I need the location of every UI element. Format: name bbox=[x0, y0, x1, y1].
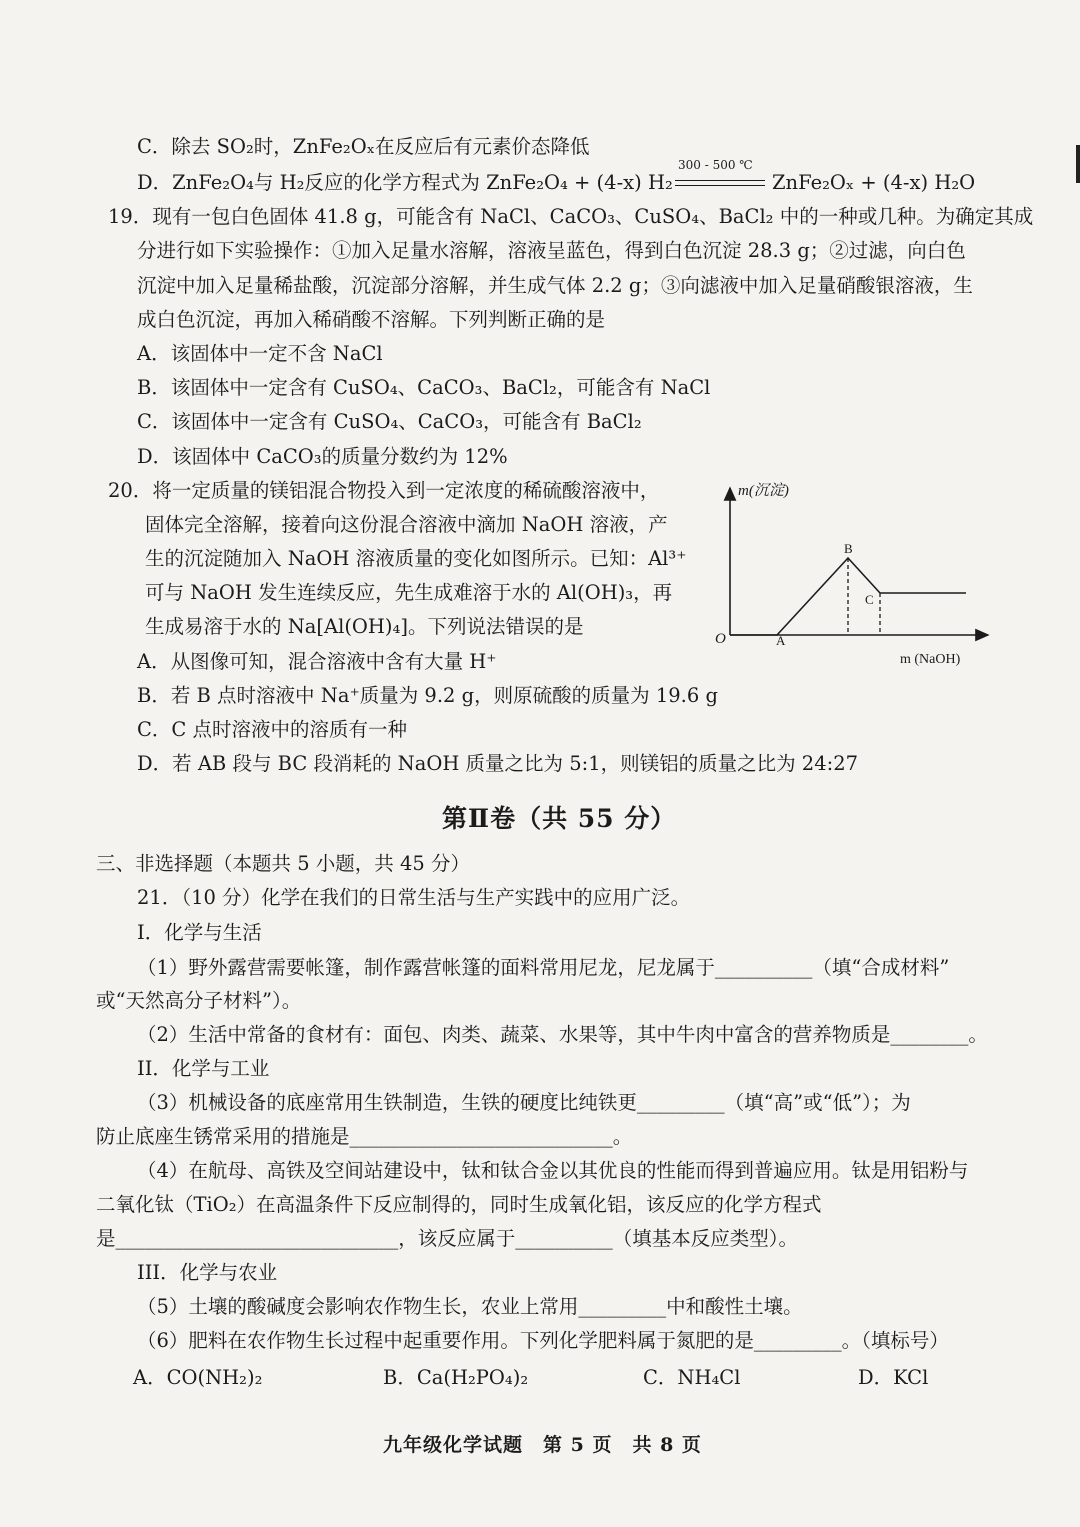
q21-part-3a: （3）机械设备的底座常用生铁制造，生铁的硬度比纯铁更_________（填“高”或“低”）；为 bbox=[137, 1091, 911, 1114]
reaction-condition: 300 - 500 ℃ bbox=[678, 158, 753, 172]
q21-option-d: D．KCl bbox=[858, 1366, 929, 1389]
q19-line-4: 成白色沉淀，再加入稀硝酸不溶解。下列判断正确的是 bbox=[137, 308, 606, 331]
q19-option-d: D．该固体中 CaCO₃的质量分数约为 12% bbox=[137, 445, 508, 468]
point-a-label: A bbox=[776, 633, 786, 648]
q21-option-c: C．NH₄Cl bbox=[643, 1366, 741, 1389]
q19-line-3: 沉淀中加入足量稀盐酸，沉淀部分溶解，并生成气体 2.2 g；③向滤液中加入足量硝酸银溶液，生 bbox=[137, 274, 973, 297]
q18-option-d-left: D．ZnFe₂O₄与 H₂反应的化学方程式为 ZnFe₂O₄ + (4-x) H₂ bbox=[137, 171, 673, 194]
reaction-equals-line-bottom bbox=[675, 185, 765, 186]
q20-line-2: 固体完全溶解，接着向这份混合溶液中滴加 NaOH 溶液，产 bbox=[145, 513, 668, 536]
q21-part-4a: （4）在航母、高铁及空间站建设中，钛和钛合金以其优良的性能而得到普遍应用。钛是用铝粉与 bbox=[137, 1159, 969, 1182]
q18-option-d-right: ZnFe₂Oₓ + (4-x) H₂O bbox=[772, 171, 976, 194]
x-axis-label: m (NaOH) bbox=[900, 652, 961, 667]
q21-part-1b: 或“天然高分子材料”）。 bbox=[96, 989, 302, 1012]
origin-label: O bbox=[715, 631, 726, 647]
point-c-label: C bbox=[865, 592, 874, 607]
part-two-title: 第Ⅱ卷（共 55 分） bbox=[442, 804, 677, 833]
q21-part-5: （5）土壤的酸碱度会影响农作物生长，农业上常用_________中和酸性土壤。 bbox=[137, 1295, 803, 1318]
reaction-equals-line-top bbox=[675, 180, 765, 181]
q21-heading: 21．（10 分）化学在我们的日常生活与生产实践中的应用广泛。 bbox=[137, 886, 691, 909]
subsection-agriculture: III．化学与农业 bbox=[137, 1261, 278, 1284]
q21-part-2: （2）生活中常备的食材有：面包、肉类、蔬菜、水果等，其中牛肉中富含的营养物质是________。 bbox=[137, 1023, 988, 1046]
y-axis-label: m(沉淀) bbox=[738, 483, 789, 499]
section-three-heading: 三、非选择题（本题共 5 小题，共 45 分） bbox=[96, 852, 471, 875]
q21-part-3b: 防止底座生锈常采用的措施是___________________________。 bbox=[96, 1125, 633, 1148]
q20-line-4: 可与 NaOH 发生连续反应，先生成难溶于水的 Al(OH)₃，再 bbox=[145, 581, 673, 604]
q19-line-1: 19．现有一包白色固体 41.8 g，可能含有 NaCl、CaCO₃、CuSO₄、BaCl₂ 中的一种或几种。为确定其成 bbox=[108, 205, 1034, 228]
q20-line-5: 生成易溶于水的 Na[Al(OH)₄]。下列说法错误的是 bbox=[145, 615, 584, 638]
q20-option-a: A．从图像可知，混合溶液中含有大量 H⁺ bbox=[137, 650, 497, 673]
q21-part-4c: 是_____________________________，该反应属于__________（填基本反应类型）。 bbox=[96, 1227, 799, 1250]
q19-line-2: 分进行如下实验操作：①加入足量水溶解，溶液呈蓝色，得到白色沉淀 28.3 g；②过滤，向白色 bbox=[137, 239, 966, 262]
q21-option-a: A．CO(NH₂)₂ bbox=[133, 1366, 263, 1389]
q20-line-3: 生的沉淀随加入 NaOH 溶液质量的变化如图所示。已知：Al³⁺ bbox=[145, 547, 687, 570]
q19-option-a: A．该固体中一定不含 NaCl bbox=[137, 342, 383, 365]
q20-option-b: B．若 B 点时溶液中 Na⁺质量为 9.2 g，则原硫酸的质量为 19.6 g bbox=[137, 684, 718, 707]
q20-line-1: 20．将一定质量的镁铝混合物投入到一定浓度的稀硫酸溶液中， bbox=[108, 479, 660, 502]
q20-option-d: D．若 AB 段与 BC 段消耗的 NaOH 质量之比为 5:1，则镁铝的质量之比为 24:27 bbox=[137, 752, 859, 775]
q20-option-c: C．C 点时溶液中的溶质有一种 bbox=[137, 718, 408, 741]
precipitate-graph bbox=[700, 478, 1000, 673]
q18-option-c: C．除去 SO₂时，ZnFe₂Oₓ在反应后有元素价态降低 bbox=[137, 135, 590, 158]
margin-mark bbox=[1076, 145, 1080, 183]
q21-part-6: （6）肥料在农作物生长过程中起重要作用。下列化学肥料属于氮肥的是_________。（填标号） bbox=[137, 1329, 949, 1352]
point-b-label: B bbox=[844, 541, 853, 556]
q21-part-1a: （1）野外露营需要帐篷，制作露营帐篷的面料常用尼龙，尼龙属于__________（填“合成材料” bbox=[137, 956, 950, 979]
page-footer: 九年级化学试题 第 5 页 共 8 页 bbox=[383, 1434, 702, 1456]
q21-part-4b: 二氧化钛（TiO₂）在高温条件下反应制得的，同时生成氧化铝，该反应的化学方程式 bbox=[96, 1193, 822, 1216]
subsection-industry: II．化学与工业 bbox=[137, 1057, 270, 1080]
q21-option-b: B．Ca(H₂PO₄)₂ bbox=[383, 1366, 529, 1389]
q19-option-c: C．该固体中一定含有 CuSO₄、CaCO₃，可能含有 BaCl₂ bbox=[137, 410, 642, 433]
subsection-life: I．化学与生活 bbox=[137, 921, 262, 944]
q19-option-b: B．该固体中一定含有 CuSO₄、CaCO₃、BaCl₂，可能含有 NaCl bbox=[137, 376, 711, 399]
